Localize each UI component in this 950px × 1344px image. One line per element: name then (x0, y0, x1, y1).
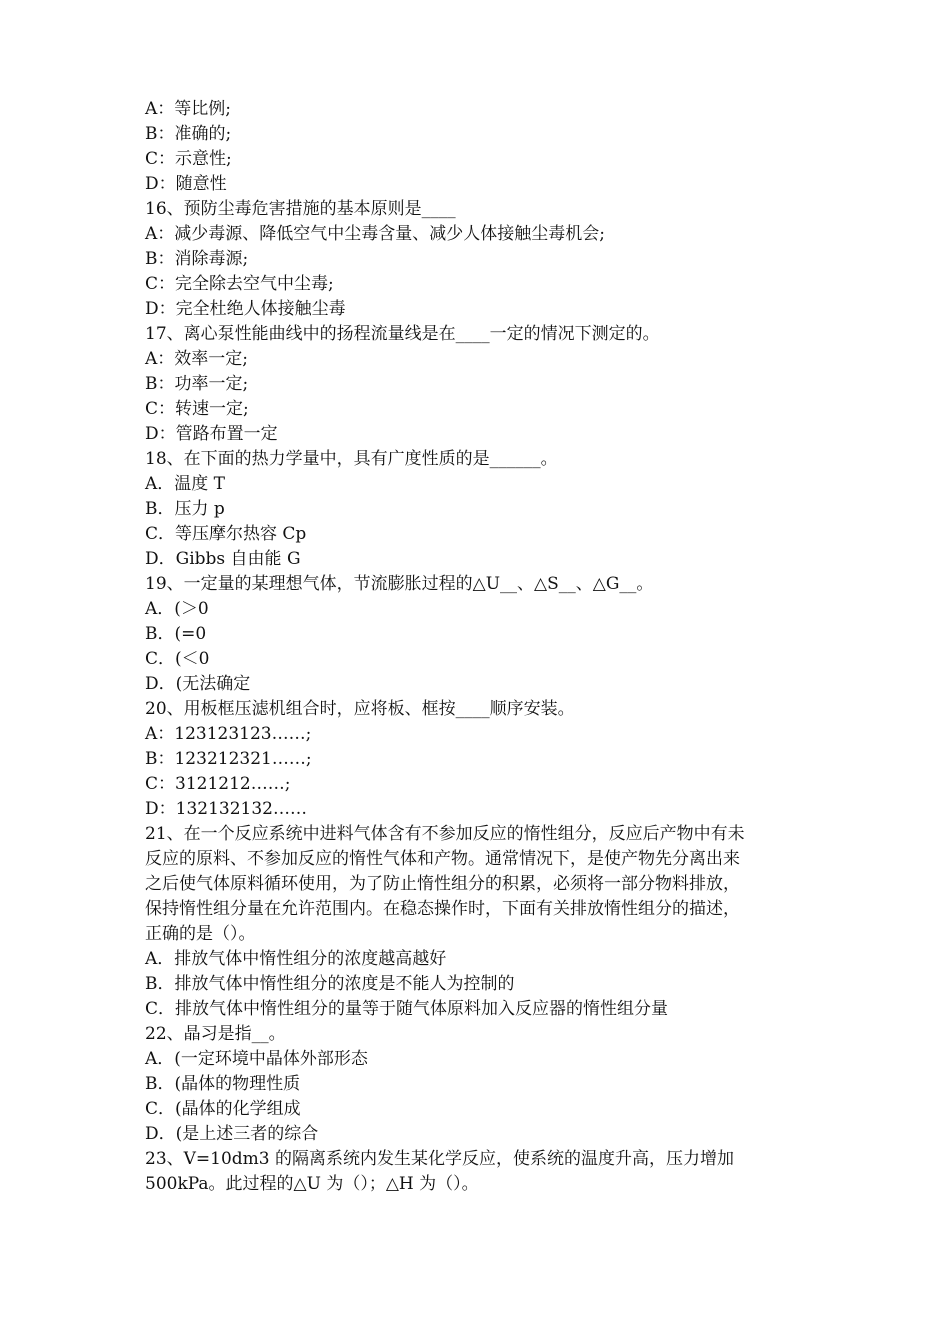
text-line: C．(＜0 (145, 649, 210, 669)
text-line: C．排放气体中惰性组分的量等于随气体原料加入反应器的惰性组分量 (145, 999, 669, 1019)
text-line: 之后使气体原料循环使用，为了防止惰性组分的积累，必须将一部分物料排放， (145, 874, 740, 894)
text-line: D．(是上述三者的综合 (145, 1124, 319, 1144)
text-line: B：123212321……; (145, 749, 312, 769)
text-line: D：132132132…… (145, 799, 307, 819)
text-line: A．(＞0 (145, 599, 209, 619)
text-line: C：3121212……; (145, 774, 291, 794)
question-20: 20、用板框压滤机组合时，应将板、框按____顺序安装。 (145, 699, 575, 719)
text-line: B．压力 p (145, 499, 225, 519)
text-line: B．(晶体的物理性质 (145, 1074, 301, 1094)
text-line: C．等压摩尔热容 Cp (145, 524, 307, 544)
text-line: D．Gibbs 自由能 G (145, 549, 301, 569)
question-19: 19、一定量的某理想气体，节流膨胀过程的△U__、△S__、△G__。 (145, 574, 654, 594)
text-line: B．(=0 (145, 624, 207, 644)
text-line: C．(晶体的化学组成 (145, 1099, 301, 1119)
document-page (145, 97, 805, 1197)
text-line: B：功率一定; (145, 374, 249, 394)
text-line: 保持惰性组分量在允许范围内。在稳态操作时，下面有关排放惰性组分的描述， (145, 899, 740, 919)
text-line: A：123123123……; (145, 724, 312, 744)
text-line: B．排放气体中惰性组分的浓度是不能人为控制的 (145, 974, 515, 994)
text-line: 正确的是（）。 (145, 924, 256, 944)
text-line: D：完全杜绝人体接触尘毒 (145, 299, 346, 319)
text-line: B：准确的; (145, 124, 232, 144)
text-line: D：随意性 (145, 174, 227, 194)
text-line: A：减少毒源、降低空气中尘毒含量、减少人体接触尘毒机会; (145, 224, 606, 244)
text-line: A．(一定环境中晶体外部形态 (145, 1049, 368, 1069)
question-16: 16、预防尘毒危害措施的基本原则是____ (145, 199, 456, 219)
question-21: 21、在一个反应系统中进料气体含有不参加反应的惰性组分，反应后产物中有未 (145, 824, 745, 844)
text-line: A．排放气体中惰性组分的浓度越高越好 (145, 949, 447, 969)
text-line: A：效率一定; (145, 349, 249, 369)
text-line: D：管路布置一定 (145, 424, 278, 444)
question-18: 18、在下面的热力学量中，具有广度性质的是______。 (145, 449, 558, 469)
text-line: A：等比例; (145, 99, 232, 119)
text-line: C：示意性; (145, 149, 232, 169)
text-line: A．温度 T (145, 474, 226, 494)
question-22: 22、晶习是指__。 (145, 1024, 286, 1044)
text-line: C：完全除去空气中尘毒; (145, 274, 334, 294)
text-line: 反应的原料、不参加反应的惰性气体和产物。通常情况下，是使产物先分离出来 (145, 849, 740, 869)
text-line: C：转速一定; (145, 399, 249, 419)
text-line: D．(无法确定 (145, 674, 251, 694)
text-line: B：消除毒源; (145, 249, 249, 269)
question-23: 23、V=10dm3 的隔离系统内发生某化学反应，使系统的温度升高，压力增加 (145, 1149, 735, 1169)
text-line: 500kPa。此过程的△U 为（）；△H 为（）。 (145, 1174, 479, 1194)
question-17: 17、离心泵性能曲线中的扬程流量线是在____一定的情况下测定的。 (145, 324, 660, 344)
